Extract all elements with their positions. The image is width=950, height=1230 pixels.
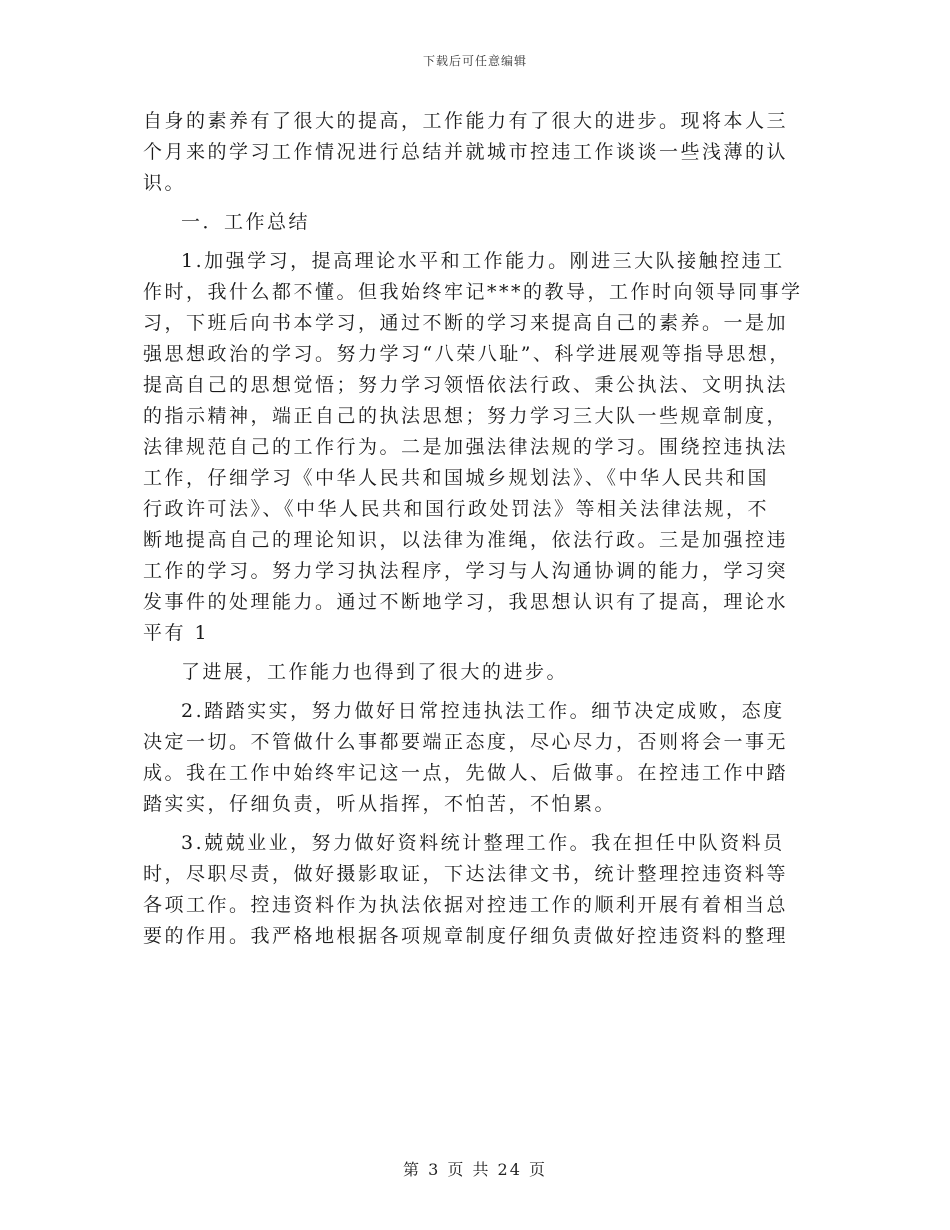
- text-line: 识。: [143, 172, 187, 194]
- text-line: 强思想政治的学习。努力学习“八荣八耻”、科学进展观等指导思想，: [143, 343, 791, 365]
- text-line: 3.兢兢业业，努力做好资料统计整理工作。我在担任中队资料员: [181, 832, 785, 854]
- text-line: 踏实实，仔细负责，听从指挥，不怕苦，不怕累。: [143, 793, 617, 815]
- text-line: 各项工作。控违资料作为执法依据对控违工作的顺利开展有着相当总: [143, 894, 789, 916]
- text-line: 工作，仔细学习《中华人民共和国城乡规划法》、《中华人民共和国: [143, 467, 770, 489]
- text-line: 个月来的学习工作情况进行总结并就城市控违工作谈谈一些浅薄的认: [143, 141, 789, 163]
- text-line: 2.踏踏实实，努力做好日常控违执法工作。细节决定成败，态度: [181, 700, 785, 722]
- text-line: 的指示精神，端正自己的执法思想；努力学习三大队一些规章制度，: [143, 405, 789, 427]
- text-line: 时，尽职尽责，做好摄影取证，下达法律文书，统计整理控违资料等: [143, 863, 789, 885]
- text-line: 自身的素养有了很大的提高，工作能力有了很大的进步。现将本人三: [143, 110, 789, 132]
- text-line: 断地提高自己的理论知识，以法律为准绳，依法行政。三是加强控违: [143, 529, 789, 551]
- page-number-footer: 第 3 页 共 24 页: [403, 1160, 547, 1179]
- text-line: 要的作用。我严格地根据各项规章制度仔细负责做好控违资料的整理: [143, 925, 789, 947]
- text-line: 成。我在工作中始终牢记这一点，先做人、后做事。在控违工作中踏: [143, 762, 789, 784]
- document-body: [143, 106, 809, 952]
- page-header-note: 下载后可任意编辑: [422, 54, 527, 68]
- text-line: 工作的学习。努力学习执法程序，学习与人沟通协调的能力，学习突: [143, 560, 789, 582]
- text-line: 了进展，工作能力也得到了很大的进步。: [181, 661, 569, 683]
- text-line: 作时，我什么都不懂。但我始终牢记***的教导，工作时向领导同事学: [143, 281, 803, 303]
- text-line: 行政许可法》、《中华人民共和国行政处罚法》等相关法律法规，不: [143, 498, 770, 520]
- text-line: 发事件的处理能力。通过不断地学习，我思想认识有了提高，理论水: [143, 591, 789, 613]
- text-line: 决定一切。不管做什么事都要端正态度，尽心尽力，否则将会一事无: [143, 731, 789, 753]
- section-heading: 一．工作总结: [181, 211, 311, 233]
- text-line: 提高自己的思想觉悟；努力学习领悟依法行政、秉公执法、文明执法: [143, 374, 789, 396]
- text-line: 习，下班后向书本学习，通过不断的学习来提高自己的素养。一是加: [143, 312, 789, 334]
- text-line: 平有 1: [143, 622, 210, 644]
- text-line: 1.加强学习，提高理论水平和工作能力。刚进三大队接触控违工: [181, 250, 785, 272]
- text-line: 法律规范自己的工作行为。二是加强法律法规的学习。围绕控违执法: [143, 436, 789, 458]
